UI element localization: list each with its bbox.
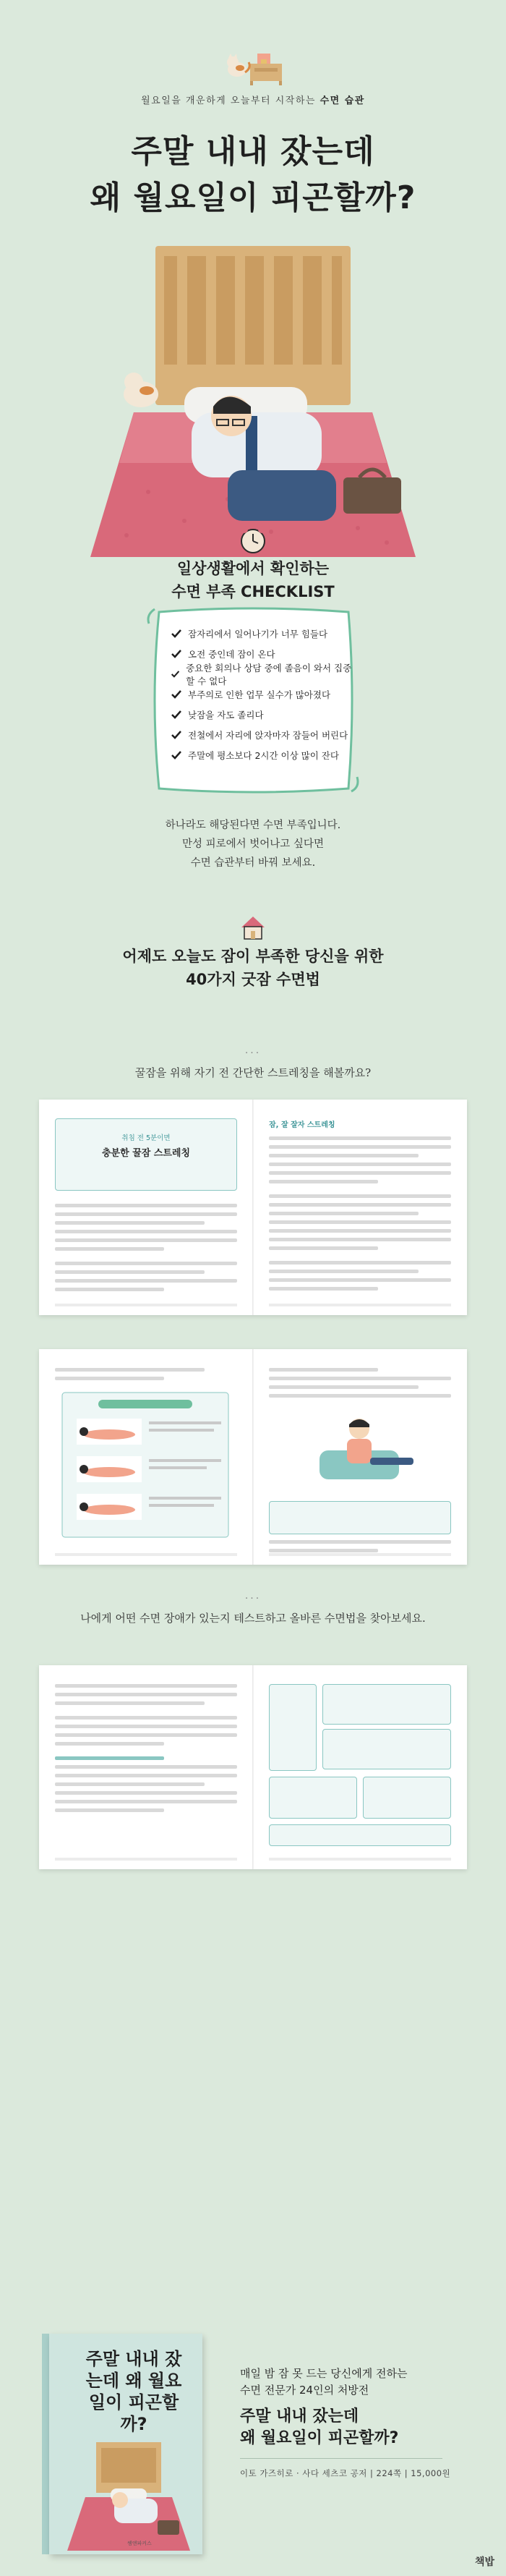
cat-on-nightstand-illustration: [214, 27, 293, 85]
check-mark-icon: [171, 628, 182, 639]
test-result-box: [322, 1729, 451, 1769]
checklist-item: 주말에 평소보다 2시간 이상 많이 잔다: [171, 745, 354, 765]
checklist-title: 일상생활에서 확인하는 수면 부족 CHECKLIST: [171, 560, 335, 600]
test-result-box: [269, 1777, 357, 1819]
house-icon: [239, 913, 267, 942]
tagline: 월요일을 개운하게 오늘부터 시작하는 수면 습관: [141, 95, 365, 106]
tip-box: [269, 1501, 451, 1534]
stretching-steps-illustration: [55, 1390, 236, 1542]
divider-dots: ···: [244, 1047, 262, 1059]
stretching-caption: 꿀잠을 위해 자기 전 간단한 스트레칭을 해볼까요?: [134, 1066, 372, 1079]
book-cover: [49, 2334, 202, 2554]
spread-page-left: [39, 1349, 253, 1565]
hero-headline: [0, 129, 506, 221]
promo-book-meta: 이토 가즈히로 · 사다 세츠코 공저 | 224쪽 | 15,000원: [240, 2468, 451, 2478]
alarm-clock-icon: [236, 522, 270, 557]
spread-page-right: [253, 1665, 467, 1869]
checklist-item: 부주의로 인한 업무 실수가 많아졌다: [171, 684, 354, 705]
check-mark-icon: [171, 729, 182, 741]
checklist-item: 낮잠을 자도 졸리다: [171, 705, 354, 725]
check-mark-icon: [171, 668, 180, 680]
test-result-box: [322, 1684, 451, 1725]
test-result-box: [363, 1777, 451, 1819]
book-info-section: [0, 2331, 506, 2576]
book-cover-bed-illustration: [64, 2442, 194, 2551]
chapter-title-box: 취침 전 5분이면 충분한 꿀잠 스트레칭: [55, 1118, 237, 1191]
book-cover-title: 주말 내내 잤는데 왜 월요일이 피곤할까?: [85, 2349, 182, 2434]
check-mark-icon: [171, 749, 182, 761]
sleep-test-caption: 나에게 어떤 수면 장애가 있는지 테스트하고 올바른 수면법을 찾아보세요.: [80, 1612, 426, 1625]
checklist-box: [152, 609, 354, 791]
promo-book-title: 주말 내내 잤는데 왜 월요일이 피곤할까?: [240, 2407, 399, 2447]
checklist-item: 잠자리에서 일어나기가 너무 힘들다: [171, 624, 354, 644]
test-label-box: [269, 1684, 317, 1771]
promo-intro: 매일 밤 잠 못 드는 당신에게 전하는 수면 전문가 24인의 처방전: [240, 2367, 408, 2397]
checklist-items: [171, 624, 354, 765]
headline-line-2: 왜 월요일이 피곤할까?: [90, 179, 416, 216]
spread-page-left: [39, 1100, 253, 1315]
check-mark-icon: [171, 648, 182, 660]
spread-page-right: [253, 1349, 467, 1565]
book-spread-stretching-poses: [39, 1349, 467, 1565]
book-spread-sleep-test: [39, 1665, 467, 1869]
book-publisher: 쌤앤파커스: [127, 2541, 152, 2546]
section2-title: 어제도 오늘도 잠이 부족한 당신을 위한 40가지 굿잠 수면법: [122, 948, 384, 988]
headline-line-1: 주말 내내 잤는데: [131, 133, 375, 170]
spread-page-left: [39, 1665, 253, 1869]
checklist-item: 오전 중인데 잠이 온다: [171, 644, 354, 664]
checklist-note: 하나라도 해당된다면 수면 부족입니다. 만성 피로에서 벗어나고 싶다면 수면 습관부터 바꿔 보세요.: [165, 820, 341, 869]
promo-divider: [240, 2458, 442, 2459]
spread-page-right: 잠, 잘 잘자 스트레칭: [253, 1100, 467, 1315]
check-mark-icon: [171, 709, 182, 720]
check-mark-icon: [171, 689, 182, 700]
publisher-logo: 책밥: [474, 2556, 494, 2568]
book-promo-text: [240, 2365, 471, 2479]
checklist-item: 중요한 회의나 상담 중에 졸음이 와서 집중할 수 없다: [171, 664, 354, 684]
book-spread-stretching-intro: [39, 1100, 467, 1315]
test-result-box: [269, 1824, 451, 1846]
checklist-item: 전철에서 자리에 앉자마자 잠들어 버린다: [171, 725, 354, 745]
book-cover-image: [42, 2334, 202, 2554]
sitting-person-illustration: [269, 1407, 450, 1494]
divider-dots: ···: [244, 1593, 262, 1604]
